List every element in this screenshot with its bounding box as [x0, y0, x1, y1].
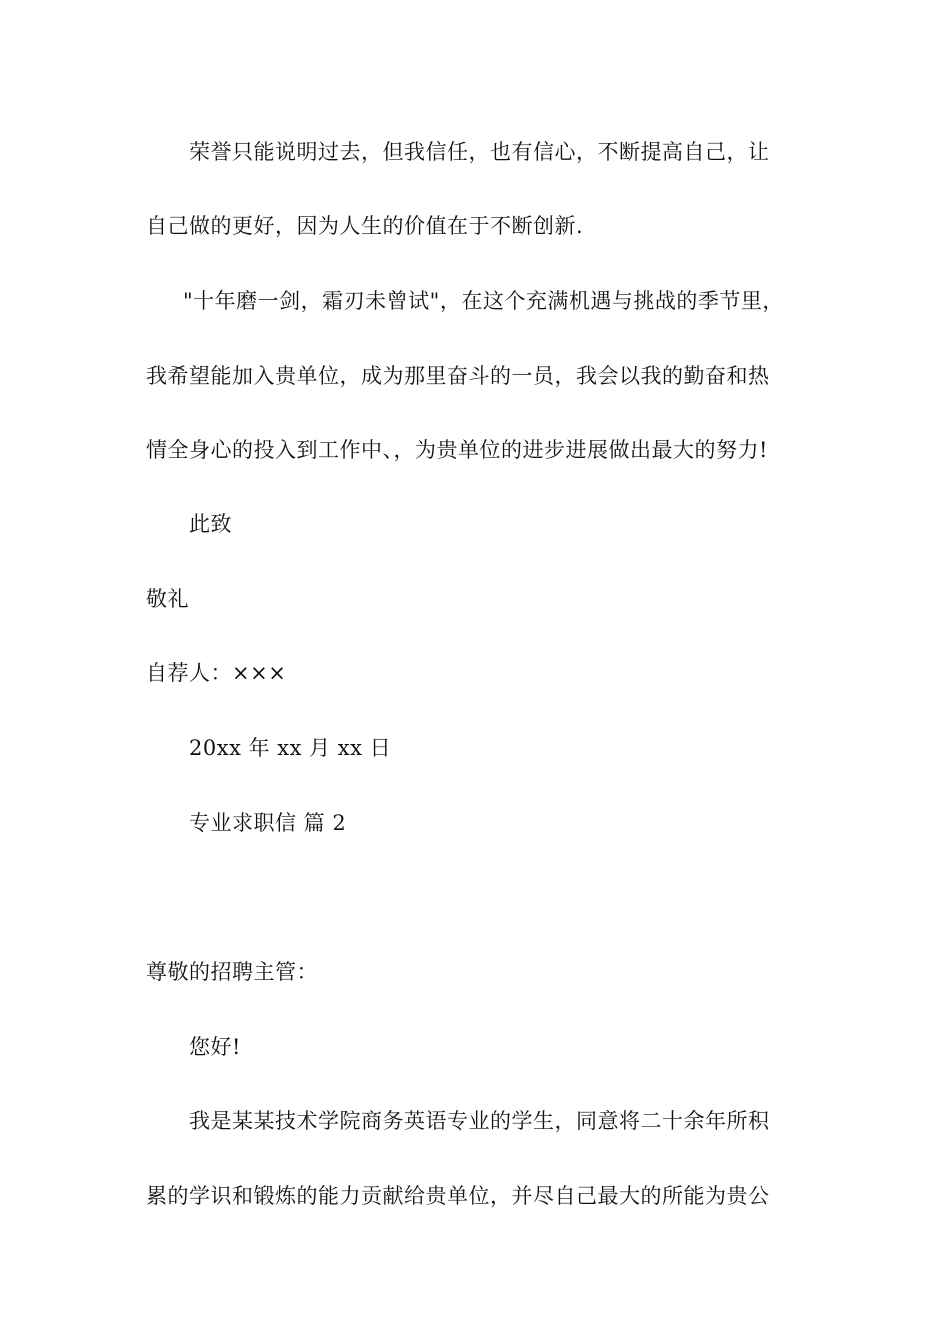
date-line: 20xx 年 xx 月 xx 日: [189, 736, 392, 760]
paragraph-honor-line-2: 自己做的更好，因为人生的价值在于不断创新.: [146, 214, 584, 238]
section-heading: 专业求职信 篇 2: [189, 811, 347, 835]
letter-hello: 您好!: [189, 1035, 241, 1059]
paragraph-intro-line-2: 累的学识和锻炼的能力贡献给贵单位，并尽自己最大的所能为贵公: [146, 1184, 770, 1208]
paragraph-honor-line-1: 荣誉只能说明过去，但我信任，也有信心，不断提高自己，让: [189, 140, 770, 164]
letter-greeting: 尊敬的招聘主管：: [146, 960, 318, 984]
paragraph-quote-line-2: 我希望能加入贵单位，成为那里奋斗的一员，我会以我的勤奋和热: [146, 364, 770, 388]
paragraph-quote-line-1: "十年磨一剑，霜刃未曾试"，在这个充满机遇与挑战的季节里，: [183, 289, 784, 313]
closing-salutation: 此致: [189, 512, 232, 536]
paragraph-intro-line-1: 我是某某技术学院商务英语专业的学生，同意将二十余年所积: [189, 1109, 770, 1133]
signature-line: 自荐人：×××: [146, 661, 287, 685]
closing-regards: 敬礼: [146, 587, 189, 611]
paragraph-quote-line-3: 情全身心的投入到工作中、，为贵单位的进步进展做出最大的努力!: [146, 438, 768, 462]
